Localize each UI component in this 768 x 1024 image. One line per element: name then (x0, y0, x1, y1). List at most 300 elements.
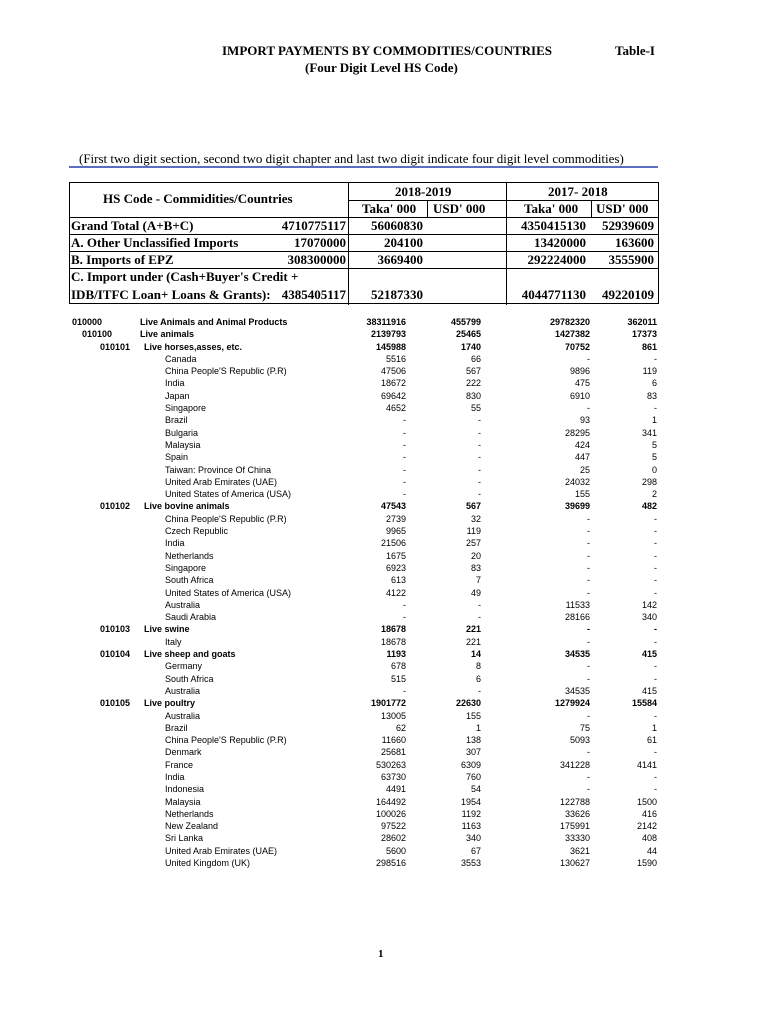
row-value: - (654, 526, 657, 537)
row-value: 66 (470, 353, 481, 364)
row-value: 25465 (455, 329, 481, 340)
summary-value: 4385405117 (281, 287, 346, 302)
row-value: - (654, 636, 657, 647)
row-value: 17373 (631, 329, 657, 340)
row-value: - (403, 612, 406, 623)
country-name: Czech Republic (165, 526, 229, 537)
row-value: 222 (465, 378, 481, 389)
row-value: - (587, 353, 590, 364)
country-name: Malaysia (165, 796, 201, 807)
hs-code-note: (First two digit section, second two digit chapter and last two digit indicate four digit level commodities) (79, 151, 624, 166)
country-row (0, 857, 768, 869)
country-name: Netherlands (165, 808, 214, 819)
row-value: 298 (641, 476, 657, 487)
row-value: 830 (465, 390, 481, 401)
summary-label: C. Import under (Cash+Buyer's Credit + (71, 269, 299, 284)
row-value: 28295 (564, 427, 590, 438)
country-row (0, 587, 768, 599)
row-value: 22630 (455, 698, 481, 709)
row-value: 5 (651, 439, 657, 450)
row-value: - (587, 784, 590, 795)
row-value: 7 (475, 575, 481, 586)
summary-value: 4350415130 (521, 218, 586, 233)
commodity-name: Live sheep and goats (144, 649, 236, 660)
taka-header: Taka' 000 (524, 201, 579, 216)
row-value: 1740 (460, 341, 481, 352)
country-row (0, 402, 768, 414)
summary-value: 49220109 (602, 287, 654, 302)
row-value: 1163 (461, 821, 481, 832)
country-row (0, 525, 768, 537)
summary-value: 3555900 (608, 252, 654, 267)
hs-code: 010102 (100, 501, 131, 512)
country-name: Denmark (165, 747, 202, 758)
row-value: - (403, 452, 406, 463)
row-value: - (478, 685, 481, 696)
country-name: France (165, 759, 194, 770)
hs-code: 010000 (72, 317, 103, 327)
country-row (0, 562, 768, 574)
row-value: - (587, 673, 590, 684)
row-value: 38311916 (366, 317, 406, 327)
row-value: 15584 (631, 698, 657, 709)
country-row (0, 464, 768, 476)
row-value: - (403, 439, 406, 450)
country-row (0, 365, 768, 377)
row-value: - (587, 624, 590, 635)
country-name: South Africa (165, 673, 214, 684)
row-value: 307 (465, 747, 481, 758)
row-value: 142 (641, 599, 657, 610)
commodity-row (0, 328, 768, 340)
commodity-row (0, 648, 768, 660)
country-row (0, 808, 768, 820)
country-name: Australia (165, 599, 201, 610)
row-value: 2139793 (370, 329, 406, 340)
commodity-row (0, 316, 768, 328)
commodity-row (0, 623, 768, 635)
row-value: - (403, 489, 406, 500)
country-row (0, 820, 768, 832)
row-value: 362011 (627, 317, 657, 327)
row-value: 1 (475, 722, 481, 733)
year-header-2017-2018: 2017- 2018 (548, 184, 608, 199)
row-value: 515 (390, 673, 406, 684)
row-value: 9896 (569, 366, 590, 377)
country-name: United Kingdom (UK) (165, 858, 251, 869)
row-value: - (587, 538, 590, 549)
hs-code: 010100 (82, 329, 113, 340)
country-name: Canada (165, 353, 197, 364)
country-row (0, 537, 768, 549)
row-value: - (403, 685, 406, 696)
page-number: 1 (378, 948, 384, 960)
country-row (0, 636, 768, 648)
row-value: 1279924 (554, 698, 590, 709)
summary-label: A. Other Unclassified Imports (71, 235, 239, 250)
row-value: 6309 (460, 759, 481, 770)
row-value: 75 (579, 722, 590, 733)
country-row (0, 414, 768, 426)
country-row (0, 783, 768, 795)
row-value: - (654, 587, 657, 598)
country-name: Netherlands (165, 550, 214, 561)
country-row (0, 390, 768, 402)
row-value: - (403, 427, 406, 438)
row-value: 6 (651, 378, 657, 389)
country-row (0, 832, 768, 844)
summary-value: 163600 (615, 235, 654, 250)
row-value: - (654, 550, 657, 561)
row-value: 67 (470, 845, 481, 856)
country-name: Indonesia (165, 784, 205, 795)
row-value: 14 (470, 649, 481, 660)
row-value: 122788 (559, 796, 590, 807)
row-value: - (654, 575, 657, 586)
country-row (0, 660, 768, 672)
summary-label: B. Imports of EPZ (71, 252, 174, 267)
row-value: 47506 (380, 366, 406, 377)
row-value: 4491 (385, 784, 406, 795)
country-row (0, 599, 768, 611)
row-value: 11660 (381, 735, 406, 746)
row-value: 44 (646, 845, 657, 856)
row-value: - (478, 599, 481, 610)
row-value: 175991 (559, 821, 590, 832)
row-value: 18678 (380, 636, 406, 647)
country-name: China People'S Republic (P.R) (165, 513, 287, 524)
row-value: - (478, 452, 481, 463)
row-value: 455799 (450, 317, 481, 327)
row-value: 119 (466, 526, 481, 537)
row-value: 28166 (564, 612, 590, 623)
commodity-name: Live horses,asses, etc. (144, 341, 243, 352)
row-value: - (654, 661, 657, 672)
row-value: 11533 (565, 599, 590, 610)
row-value: 33626 (564, 808, 590, 819)
row-value: - (587, 562, 590, 573)
row-value: 5093 (569, 735, 590, 746)
summary-value: 4044771130 (521, 287, 586, 302)
row-value: - (403, 415, 406, 426)
country-row (0, 476, 768, 488)
country-name: Bulgaria (165, 427, 199, 438)
summary-value: 4710775117 (281, 218, 346, 233)
row-value: - (587, 747, 590, 758)
row-value: 8 (475, 661, 481, 672)
row-value: 5516 (385, 353, 406, 364)
row-value: 5 (651, 452, 657, 463)
row-value: - (654, 403, 657, 414)
row-value: - (654, 513, 657, 524)
row-value: 530263 (375, 759, 406, 770)
row-value: 3621 (569, 845, 590, 856)
row-value: 13005 (380, 710, 406, 721)
row-value: 1954 (460, 796, 481, 807)
row-value: 155 (574, 489, 590, 500)
country-row (0, 796, 768, 808)
row-value: - (478, 489, 481, 500)
row-value: 83 (646, 390, 657, 401)
commodity-name: Live bovine animals (144, 501, 230, 512)
commodity-name: Live swine (144, 624, 190, 635)
row-value: 100026 (375, 808, 406, 819)
row-value: - (587, 575, 590, 586)
country-name: Italy (165, 636, 182, 647)
page-title: IMPORT PAYMENTS BY COMMODITIES/COUNTRIES (222, 43, 553, 58)
row-value: 62 (395, 722, 406, 733)
country-row (0, 550, 768, 562)
country-name: Singapore (165, 403, 207, 414)
row-value: - (587, 513, 590, 524)
taka-header: Taka' 000 (362, 201, 417, 216)
country-row (0, 377, 768, 389)
summary-value: 3669400 (377, 252, 423, 267)
usd-header: USD' 000 (433, 201, 486, 216)
row-value: 5600 (385, 845, 406, 856)
summary-label: Grand Total (A+B+C) (71, 218, 194, 233)
row-value: 6910 (569, 390, 590, 401)
row-value: 475 (574, 378, 590, 389)
row-value: - (587, 550, 590, 561)
country-name: India (165, 538, 185, 549)
row-value: - (478, 464, 481, 475)
country-row (0, 746, 768, 758)
row-value: 47543 (380, 501, 406, 512)
row-value: - (478, 612, 481, 623)
country-name: China People'S Republic (P.R) (165, 366, 287, 377)
row-value: 29782320 (549, 317, 590, 327)
row-value: - (403, 464, 406, 475)
country-name: Japan (165, 390, 190, 401)
row-value: 39699 (564, 501, 590, 512)
row-value: 567 (465, 366, 481, 377)
row-value: 416 (641, 808, 657, 819)
country-row (0, 673, 768, 685)
row-value: 6 (475, 673, 481, 684)
row-value: 415 (641, 649, 657, 660)
country-row (0, 771, 768, 783)
row-value: 164492 (375, 796, 406, 807)
summary-value: 52187330 (371, 287, 423, 302)
grid-line (506, 183, 507, 305)
row-value: 69642 (380, 390, 406, 401)
row-value: 408 (641, 833, 657, 844)
country-name: Sri Lanka (165, 833, 204, 844)
country-name: India (165, 771, 185, 782)
row-value: 1193 (386, 649, 406, 660)
row-value: 138 (465, 735, 481, 746)
commodity-row (0, 697, 768, 709)
row-value: 49 (470, 587, 481, 598)
row-value: 61 (646, 735, 657, 746)
row-value: - (654, 771, 657, 782)
row-value: - (587, 661, 590, 672)
country-name: Germany (165, 661, 203, 672)
country-row (0, 734, 768, 746)
country-name: Taiwan: Province Of China (165, 464, 272, 475)
row-value: 32 (470, 513, 481, 524)
commodity-row (0, 341, 768, 353)
country-row (0, 574, 768, 586)
row-value: - (654, 673, 657, 684)
separator-line (69, 166, 658, 168)
row-value: 4652 (385, 403, 406, 414)
row-value: - (654, 747, 657, 758)
country-row (0, 513, 768, 525)
commodity-name: Live poultry (144, 698, 196, 709)
page-subtitle: (Four Digit Level HS Code) (305, 60, 458, 75)
row-value: 25 (579, 464, 590, 475)
row-value: 340 (641, 612, 657, 623)
country-name: New Zealand (165, 821, 219, 832)
row-value: 4141 (636, 759, 657, 770)
column-label: HS Code - Commidities/Countries (103, 191, 293, 206)
hs-code: 010105 (100, 698, 131, 709)
summary-value: 292224000 (527, 252, 586, 267)
row-value: 341 (641, 427, 657, 438)
row-value: 1 (651, 415, 657, 426)
summary-value: 56060830 (371, 218, 423, 233)
row-value: 20 (470, 550, 481, 561)
country-name: Singapore (165, 562, 207, 573)
row-value: 93 (579, 415, 590, 426)
row-value: - (587, 403, 590, 414)
commodity-row (0, 500, 768, 512)
row-value: 33330 (564, 833, 590, 844)
grid-line (348, 183, 349, 305)
row-value: 2739 (385, 513, 406, 524)
country-row (0, 685, 768, 697)
grid-line (427, 200, 428, 217)
row-value: - (403, 476, 406, 487)
row-value: 9965 (385, 526, 406, 537)
row-value: - (654, 710, 657, 721)
row-value: 424 (574, 439, 590, 450)
row-value: 4122 (385, 587, 406, 598)
row-value: 1590 (636, 858, 657, 869)
summary-value: 308300000 (287, 252, 346, 267)
country-row (0, 845, 768, 857)
row-value: 678 (390, 661, 406, 672)
country-row (0, 611, 768, 623)
country-name: United States of America (USA) (165, 587, 292, 598)
row-value: - (587, 636, 590, 647)
row-value: - (587, 710, 590, 721)
country-name: Australia (165, 710, 201, 721)
row-value: 257 (465, 538, 481, 549)
row-value: 6923 (385, 562, 406, 573)
row-value: - (478, 415, 481, 426)
row-value: - (587, 526, 590, 537)
summary-value: 52939609 (602, 218, 654, 233)
row-value: - (478, 439, 481, 450)
hs-code: 010104 (100, 649, 131, 660)
row-value: 1 (651, 722, 657, 733)
row-value: 1427382 (554, 329, 590, 340)
summary-value: 17070000 (294, 235, 346, 250)
row-value: 447 (574, 452, 590, 463)
country-name: Australia (165, 685, 201, 696)
commodity-name: Live animals (140, 329, 195, 340)
summary-label-continued: IDB/ITFC Loan+ Loans & Grants): (71, 287, 271, 302)
row-value: 130627 (559, 858, 590, 869)
usd-header: USD' 000 (596, 201, 649, 216)
row-value: - (478, 427, 481, 438)
hs-code: 010101 (100, 341, 131, 352)
summary-value: 13420000 (534, 235, 586, 250)
row-value: - (654, 538, 657, 549)
row-value: 340 (465, 833, 481, 844)
row-value: 298516 (375, 858, 406, 869)
row-value: 63730 (380, 771, 406, 782)
row-value: 18672 (380, 378, 406, 389)
year-header-2018-2019: 2018-2019 (395, 184, 452, 199)
commodity-name: Live Animals and Animal Products (140, 317, 288, 327)
country-name: Malaysia (165, 439, 201, 450)
country-name: China People'S Republic (P.R) (165, 735, 287, 746)
country-row (0, 353, 768, 365)
table-id: Table-I (615, 43, 655, 58)
row-value: 861 (641, 341, 657, 352)
row-value: - (654, 784, 657, 795)
row-value: 55 (470, 403, 481, 414)
country-name: Brazil (165, 415, 188, 426)
row-value: - (403, 599, 406, 610)
country-row (0, 759, 768, 771)
summary-value: 204100 (384, 235, 423, 250)
row-value: 482 (641, 501, 657, 512)
row-value: - (587, 771, 590, 782)
hs-code: 010103 (100, 624, 131, 635)
row-value: 221 (465, 624, 481, 635)
row-value: 1675 (385, 550, 406, 561)
row-value: 341228 (559, 759, 590, 770)
row-value: 613 (390, 575, 406, 586)
grid-line (591, 200, 592, 217)
country-row (0, 488, 768, 500)
row-value: 25681 (380, 747, 406, 758)
row-value: - (478, 476, 481, 487)
row-value: 28602 (380, 833, 406, 844)
row-value: 18678 (380, 624, 406, 635)
summary-table (69, 182, 659, 304)
country-name: United Arab Emirates (UAE) (165, 476, 278, 487)
country-row (0, 722, 768, 734)
row-value: 155 (465, 710, 481, 721)
country-row (0, 451, 768, 463)
row-value: 3553 (460, 858, 481, 869)
row-value: 0 (651, 464, 657, 475)
row-value: 760 (465, 771, 481, 782)
row-value: - (654, 624, 657, 635)
row-value: 1192 (461, 808, 481, 819)
row-value: 2142 (636, 821, 657, 832)
row-value: 70752 (564, 341, 590, 352)
country-name: Spain (165, 452, 189, 463)
country-name: Saudi Arabia (165, 612, 217, 623)
country-row (0, 439, 768, 451)
row-value: 119 (642, 366, 657, 377)
row-value: 1901772 (370, 698, 406, 709)
country-name: United States of America (USA) (165, 489, 292, 500)
row-value: - (654, 353, 657, 364)
country-name: India (165, 378, 185, 389)
row-value: 83 (470, 562, 481, 573)
row-value: - (654, 562, 657, 573)
country-name: South Africa (165, 575, 214, 586)
row-value: 145988 (375, 341, 406, 352)
